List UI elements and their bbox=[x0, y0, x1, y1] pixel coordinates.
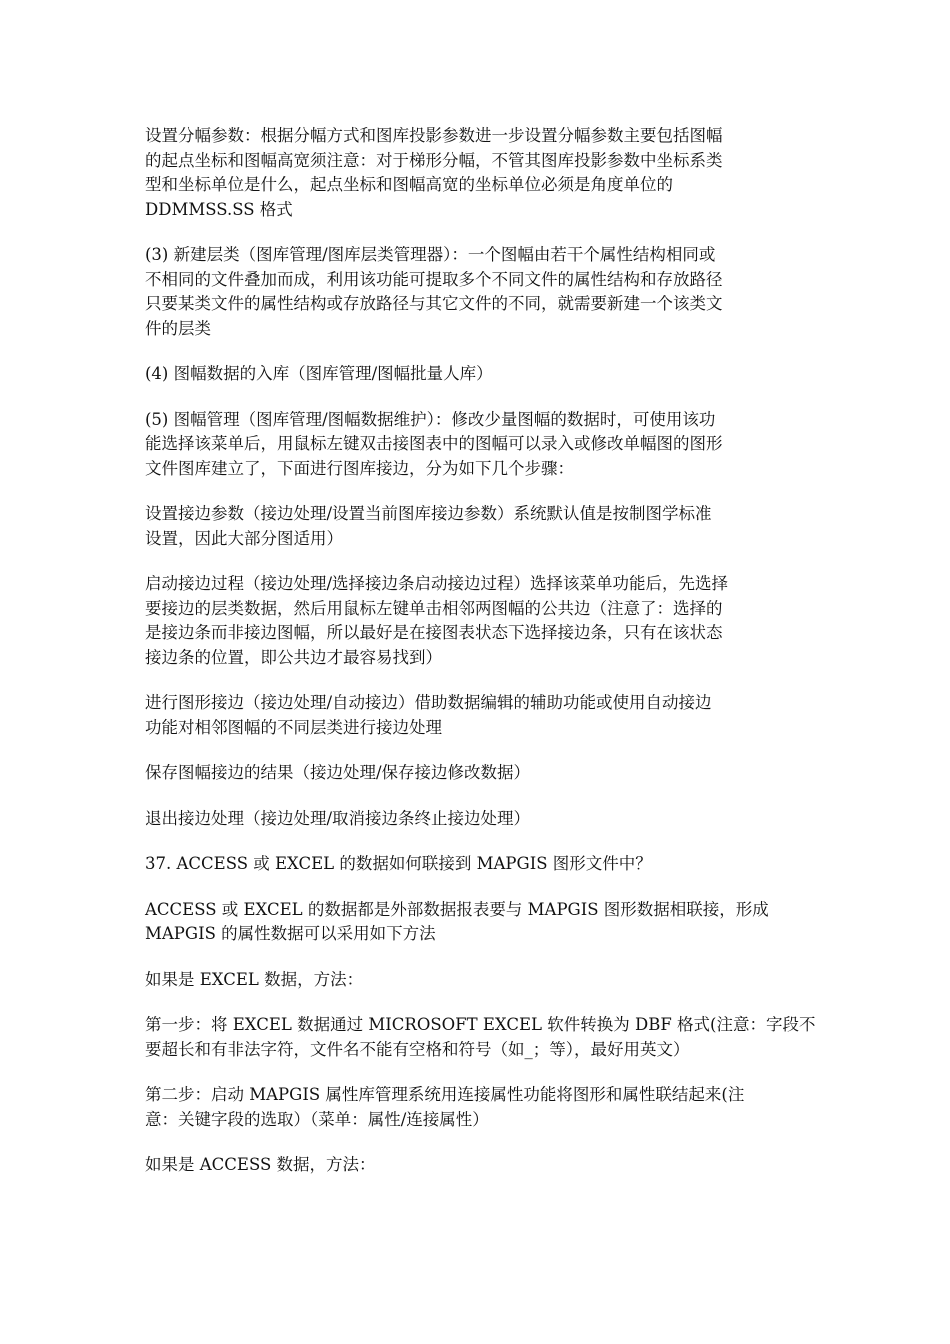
text-line: 功能对相邻图幅的不同层类进行接边处理 bbox=[145, 717, 442, 737]
text-line: (4) 图幅数据的入库（图库管理/图幅批量人库） bbox=[145, 364, 493, 383]
text-line: 要超长和有非法字符，文件名不能有空格和符号（如_；等），最好用英文） bbox=[145, 1039, 690, 1059]
text-line: 设置接边参数（接边处理/设置当前图库接边参数）系统默认值是按制图学标准 bbox=[145, 504, 712, 523]
text-line: 不相同的文件叠加而成，利用该功能可提取多个不同文件的属性结构和存放路径 bbox=[145, 269, 723, 289]
text-line: 进行图形接边（接边处理/自动接边）借助数据编辑的辅助功能或使用自动接边 bbox=[145, 693, 712, 712]
text-line: 是接边条而非接边图幅，所以最好是在接图表状态下选择接边条，只有在该状态 bbox=[145, 623, 723, 642]
text-line: 只要某类文件的属性结构或存放路径与其它文件的不同，就需要新建一个该类文 bbox=[145, 294, 723, 313]
paragraph bbox=[145, 898, 810, 947]
text-line: 型和坐标单位是什么，起点坐标和图幅高宽的坐标单位必须是角度单位的 bbox=[145, 175, 673, 194]
paragraph bbox=[145, 968, 810, 993]
paragraph bbox=[145, 1083, 810, 1132]
text-line: 第一步：将 EXCEL 数据通过 MICROSOFT EXCEL 软件转换为 DBF 格式(注意：字段不 bbox=[145, 1015, 816, 1034]
text-line: 要接边的层类数据，然后用鼠标左键单击相邻两图幅的公共边（注意了：选择的 bbox=[145, 598, 723, 618]
text-line: (3) 新建层类（图库管理/图库层类管理器）：一个图幅由若干个属性结构相同或 bbox=[145, 245, 716, 264]
text-line: 件的层类 bbox=[145, 318, 211, 338]
text-line: 的起点坐标和图幅高宽须注意：对于梯形分幅，不管其图库投影参数中坐标系类 bbox=[145, 150, 723, 170]
paragraph bbox=[145, 1153, 810, 1178]
text-line: DDMMSS.SS 格式 bbox=[145, 199, 293, 219]
paragraph bbox=[145, 408, 810, 482]
text-line: 设置分幅参数：根据分幅方式和图库投影参数进一步设置分幅参数主要包括图幅 bbox=[145, 126, 723, 145]
paragraph bbox=[145, 691, 810, 740]
document-body bbox=[145, 124, 816, 1199]
paragraph bbox=[145, 572, 810, 670]
paragraph bbox=[145, 807, 810, 832]
text-line: 如果是 ACCESS 数据，方法： bbox=[145, 1155, 376, 1174]
paragraph bbox=[145, 502, 810, 551]
text-line: 文件图库建立了，下面进行图库接边，分为如下几个步骤： bbox=[145, 458, 574, 478]
text-line: (5) 图幅管理（图库管理/图幅数据维护）：修改少量图幅的数据时，可使用该功 bbox=[145, 409, 716, 429]
paragraph bbox=[145, 362, 810, 387]
text-line: 设置，因此大部分图适用） bbox=[145, 528, 343, 548]
text-line: 意：关键字段的选取）（菜单：属性/连接属性） bbox=[145, 1109, 489, 1129]
paragraph bbox=[145, 124, 810, 222]
text-line: 接边条的位置，即公共边才最容易找到） bbox=[145, 647, 442, 667]
paragraph bbox=[145, 1013, 816, 1062]
paragraph bbox=[145, 243, 810, 341]
text-line: 第二步：启动 MAPGIS 属性库管理系统用连接属性功能将图形和属性联结起来(注 bbox=[145, 1085, 745, 1104]
text-line: 如果是 EXCEL 数据，方法： bbox=[145, 969, 364, 989]
text-line: 退出接边处理（接边处理/取消接边条终止接边处理） bbox=[145, 808, 531, 828]
paragraph bbox=[145, 761, 810, 786]
text-line: 保存图幅接边的结果（接边处理/保存接边修改数据） bbox=[145, 763, 531, 782]
text-line: MAPGIS 的属性数据可以采用如下方法 bbox=[145, 924, 436, 943]
text-line: 37. ACCESS 或 EXCEL 的数据如何联接到 MAPGIS 图形文件中？ bbox=[145, 854, 652, 873]
text-line: 能选择该菜单后，用鼠标左键双击接图表中的图幅可以录入或修改单幅图的图形 bbox=[145, 434, 723, 453]
text-line: ACCESS 或 EXCEL 的数据都是外部数据报表要与 MAPGIS 图形数据相联接，形成 bbox=[145, 899, 769, 919]
paragraph bbox=[145, 852, 810, 877]
text-line: 启动接边过程（接边处理/选择接边条启动接边过程）选择该菜单功能后，先选择 bbox=[145, 574, 729, 593]
